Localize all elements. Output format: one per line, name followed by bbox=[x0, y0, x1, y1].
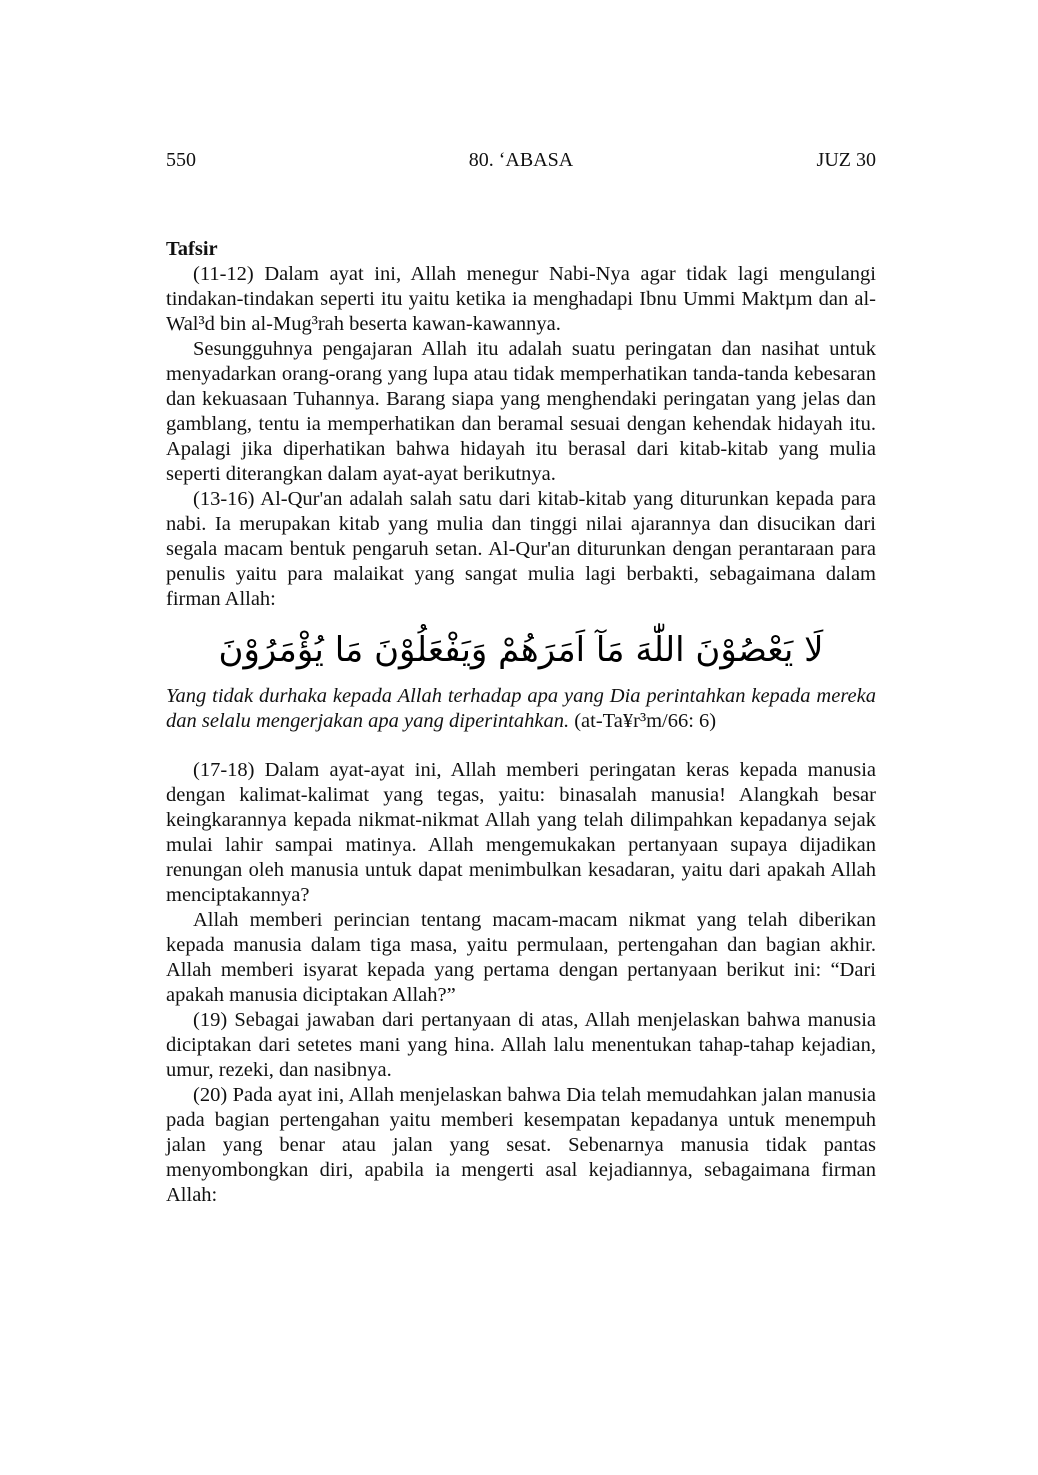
paragraph: (11-12) Dalam ayat ini, Allah menegur Nabi-Nya agar tidak lagi mengulangi tindakan-tindakan seperti itu yaitu ketika ia menghadapi Ibnu Ummi Maktµm dan al-Wal³d bin al-Mug³rah beserta kawan-kawannya. bbox=[166, 263, 876, 335]
paragraph: (17-18) Dalam ayat-ayat ini, Allah memberi peringatan keras kepada manusia dengan kalimat-kalimat yang tegas, yaitu: binasalah manusia! Alangkah besar keingkarannya kepada nikmat-nikmat Allah yang telah dilimpahkan kepadanya sejak mulai lahir sampai matinya. Allah mengemukakan pertanyaan supaya dijadikan renungan oleh manusia untuk dapat menimbulkan kesadaran, yaitu dari apakah Allah menciptakannya? bbox=[166, 759, 876, 906]
tafsir-body bbox=[166, 237, 876, 1208]
paragraph: Sesungguhnya pengajaran Allah itu adalah suatu peringatan dan nasihat untuk menyadarkan orang-orang yang lupa atau tidak memperhatikan tanda-tanda kebesaran dan kekuasaan Tuhannya. Barang siapa yang menghendaki peringatan yang jelas dan gamblang, tentu ia memperhatikan dan beramal sesuai dengan kehendak hidayah itu. Apalagi jika diperhatikan bahwa hidayah itu berasal dari kitab-kitab yang mulia seperti diterangkan dalam ayat-ayat berikutnya. bbox=[166, 338, 876, 485]
surah-title: 80. ‘ABASA bbox=[468, 149, 574, 171]
verse-reference: (at-Ta¥r³m/66: 6) bbox=[574, 710, 717, 732]
spacer bbox=[166, 734, 876, 758]
page-header bbox=[166, 147, 876, 173]
verse-translation bbox=[166, 684, 876, 734]
paragraph: (13-16) Al-Qur'an adalah salah satu dari kitab-kitab yang diturunkan kepada para nabi. Ia merupakan kitab yang mulia dan tinggi nilai ajarannya dan disucikan dari segala macam bentuk pengaruh setan. Al-Qur'an diturunkan dengan perantaraan para penulis yaitu para malaikat yang sangat mulia lagi berbakti, sebagaimana dalam firman Allah: bbox=[166, 488, 876, 610]
page-number: 550 bbox=[166, 149, 196, 171]
paragraph: (20) Pada ayat ini, Allah menjelaskan bahwa Dia telah memudahkan jalan manusia pada bagian pertengahan yaitu memberi kesempatan kepadanya untuk menempuh jalan yang benar atau jalan yang sesat. Sebenarnya manusia tidak pantas menyombongkan diri, apabila ia mengerti asal kejadiannya, sebagaimana firman Allah: bbox=[166, 1084, 876, 1206]
juz-label: JUZ 30 bbox=[816, 149, 876, 171]
paragraph: Allah memberi perincian tentang macam-macam nikmat yang telah diberikan kepada manusia dalam tiga masa, yaitu permulaan, pertengahan dan bagian akhir. Allah memberi isyarat kepada yang pertama dengan pertanyaan berikut ini: “Dari apakah manusia diciptakan Allah?” bbox=[166, 909, 876, 1006]
arabic-verse: لَا يَعْصُوْنَ اللّٰهَ مَآ اَمَرَهُمْ وَيَفْعَلُوْنَ مَا يُؤْمَرُوْنَ bbox=[218, 630, 824, 670]
section-heading: Tafsir bbox=[166, 238, 218, 260]
paragraph: (19) Sebagai jawaban dari pertanyaan di atas, Allah menjelaskan bahwa manusia diciptakan dari setetes mani yang hina. Allah lalu menentukan tahap-tahap kejadian, umur, rezeki, dan nasibnya. bbox=[166, 1009, 876, 1081]
translation-text: Yang tidak durhaka kepada Allah terhadap apa yang Dia perintahkan kepada mereka dan selalu mengerjakan apa yang diperintahkan. bbox=[166, 685, 876, 732]
